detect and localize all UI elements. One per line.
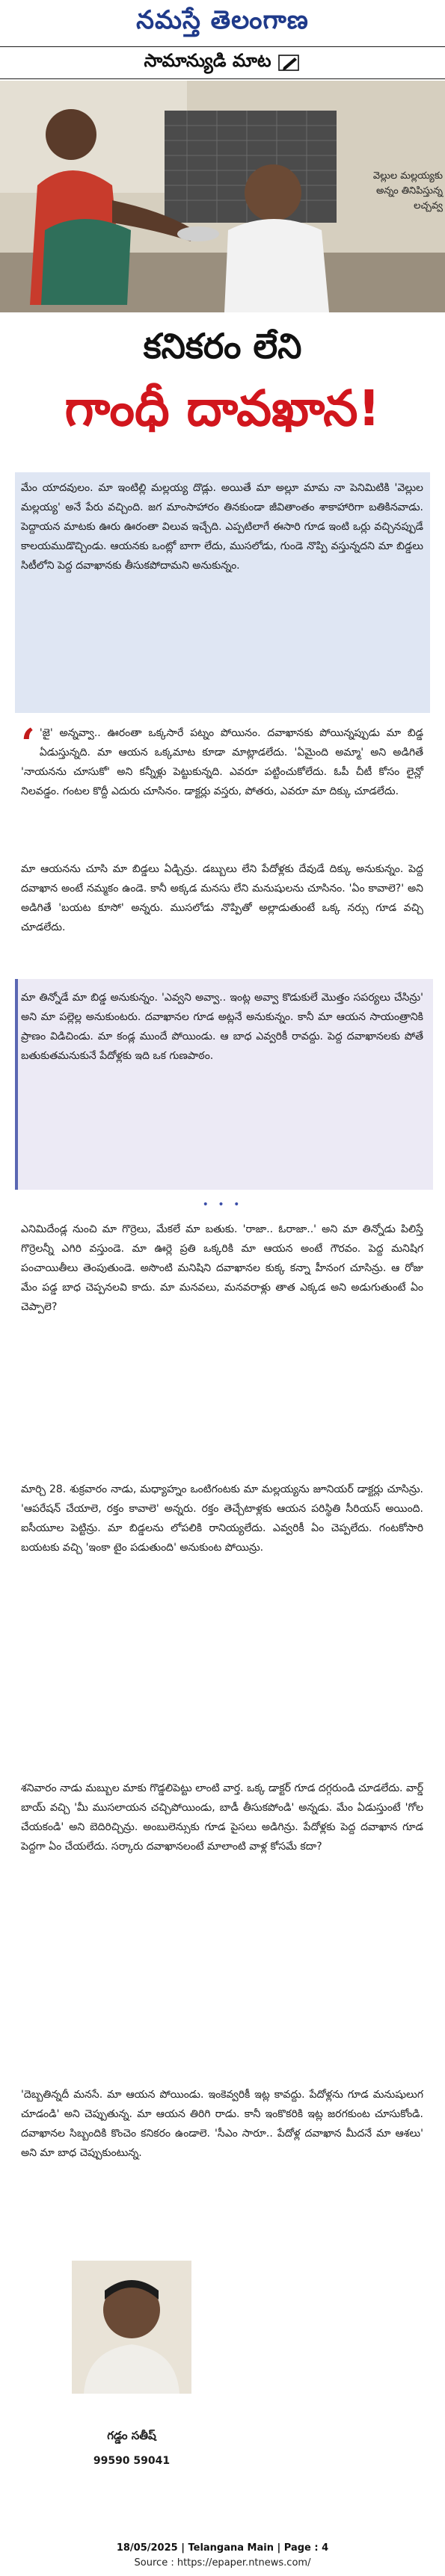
paragraph-5: శనివారం నాడు మబ్బుల మాకు గొడ్డలిపెట్టు లాంటి వార్త. ఒక్క డాక్టర్ గూడ దగ్గరుండి చూడలేదు. వార్డ్ బాయ్ వచ్చి 'మీ ముసలాయన చచ్చిపోయిండు, బాడీ తీసుకపోండి' అన్నడు. మేం ఏడుస్తుంటే 'గోల చేయకండి' అని బెదిరిచ్చిన్రు. అంబులెన్సుకు గూడ పైసలు అడిగిన్రు. పేదోళ్లకు పెద్ద దవాఖాన గూడ పెద్దగా ఏం చేయలేదు. సర్కారు దవాఖానలంటే మాలాంటి వాళ్ల కోసమే కదా?	[21, 1782, 423, 1853]
author-avatar	[72, 2261, 191, 2394]
pen-icon	[278, 54, 301, 72]
column-header	[0, 46, 445, 79]
footer-edition: 18/05/2025 | Telangana Main | Page : 4	[116, 2542, 329, 2554]
column-title: సామాన్యుడి మాట	[144, 50, 271, 71]
paragraph-3: ఎనిమిదేండ్ల నుంచి మా గొర్రెలు, మేకలే మా బతుకు. 'రాజా.. ఓరాజా..' అని మా తిన్నోడు పిలిస్తే గొర్రెలన్నీ ఎగిరి వస్తుండె. మా ఊర్లె ప్రతి ఒక్కరికి మా ఆయన అంటే గౌరవం. పెద్ద మనిషిగ పంచాయితీలు తెంపుతుండె. అసొంటి మనిషిని దవాఖానల కుక్క కన్నా హీనంగ చూసిన్రు. ఆ రోజు మేం పడ్డ బాధ చెప్పనలవి కాదు. మా మనవలు, మనవరాళ్లు తాత ఎక్కడ అని అడుగుతుంటే ఏం చెప్పాలె?	[21, 1223, 423, 1313]
author-phone: 99590 59041	[93, 2455, 171, 2467]
headline-line-2: గాంధీ దావఖాన!	[64, 380, 381, 437]
author-photo	[72, 2261, 191, 2394]
photo-caption-line: అన్నం తినిపిస్తున్న	[375, 185, 443, 197]
paragraph-1-wrap	[21, 720, 423, 801]
author-name: గడ్డం సతీష్	[107, 2429, 156, 2442]
photo-caption-line: లచ్చవ్వ	[414, 200, 443, 211]
masthead	[0, 0, 445, 46]
section-divider: • • •	[202, 1199, 243, 1211]
footer-source: Source : https://epaper.ntnews.com/	[134, 2557, 311, 2569]
article-photo	[0, 81, 445, 312]
paragraph-6: 'దెబ్బతిన్నదీ మనసే. మా ఆయన పోయిండు. ఇంకెవ్వరికీ ఇట్ల కావద్దు. పేదోళ్లను గూడ మనుషులుగ చూడండి' అని చెప్పుతున్న. మా ఆయన తిరిగి రాడు. కానీ ఇంకొకరికి ఇట్ల జరగకుంట చూసుకోండి. దవాఖానల సిబ్బందికి కొంచెం కనికరం ఉండాలె. 'సీఎం సారూ.. పేదోళ్ల దవాఖాన మీదనే మా ఆశలు' అని మా బాధ చెప్పుకుంటున్న.	[21, 2089, 423, 2159]
headline-line-1: కనికరం లేని	[143, 326, 302, 366]
masthead-title: నమస్తే తెలంగాణ	[136, 5, 309, 35]
photo-caption	[338, 169, 443, 214]
paragraph-4: మార్చి 28. శుక్రవారం నాడు, మధ్యాహ్నం ఒంటిగంటకు మా మల్లయ్యను జూనియర్ డాక్టర్లు చూసిన్రు. 'ఆపరేషన్ చేయాలె, రక్తం కావాలె' అన్నరు. రక్తం తెచ్చేటాళ్లకు ఆయన పరిస్థితి సీరియస్ అయింది. ఐసీయూల పెట్టిన్రు. మా బిడ్డలను లోపలికి రానియ్యలేదు. ఎవ్వరికీ ఏం చెప్పలేదు. గంటకోసారి బయటకు వచ్చి 'ఇంకా టైం పడుతుంది' అనుకుంట పోయిన్రు.	[21, 1483, 423, 1554]
quote-paragraph: మా తిన్నోడే మా బిడ్డ అనుకున్నం. 'ఎవ్వని అవ్వా.. ఇంట్ల అవ్వా కొడుకులే మొత్తం సపర్యలు చేసిన్రు' అని మా పల్లెల్ల అనుకుంటరు. దవాఖానల గూడ అట్లనే అనుకున్నం. కానీ మా ఆయన సాయంత్రానికి ప్రాణం విడిచిండు. మా కండ్ల ముందే పోయిండు. ఆ బాధ ఎవ్వరికీ రావద్దు. పెద్ద దవాఖానలకు పోతే బతుకుతమనుకునే పేదోళ్లకు ఇది ఒక గుణపాఠం.	[21, 992, 423, 1062]
photo-caption-line: వెల్లుల మల్లయ్యకు	[372, 170, 443, 182]
paragraph-1: 'జై' అన్నవ్వా.. ఊరంతా ఒక్కసారే పట్నం పోయినం. దవాఖానకు పోయిన్నప్పుడు మా బిడ్డ ఏడుస్తున్నది. మా ఆయన ఒక్కమాట కూడా మాట్లాడలేదు. 'ఏమైంది అమ్మా' అని అడిగితే 'నాయనను చూసుకో' అని కన్నీళ్లు పెట్టుకున్నది. ఎవరూ పట్టించుకోలేదు. ఓపీ చీటీ కోసం లైన్లో నిలవడ్డం. గంటల కొద్దీ ఎదురు చూసినం. డాక్టర్లు వస్తరు, పోతరు, ఎవరూ మా దిక్కు చూడలేదు.	[21, 727, 423, 797]
paragraph-2: మా ఆయనను చూసి మా బిడ్డలు ఏడ్చిన్రు. డబ్బులు లేని పేదోళ్లకు దేవుడే దిక్కు అనుకున్నం. పెద్ద దవాఖాన అంటే నమ్మకం ఉండె. కానీ అక్కడ మనసు లేని మనుషులను చూసినం. 'ఏం కావాలె?' అని అడిగితే 'బయట కూసో' అన్నరు. ముసలోడు నొప్పితో అల్లాడుతుంటే ఒక్క నర్సు గూడ వచ్చి చూడలేదు.	[21, 863, 423, 933]
intro-paragraph: మేం యాదవులం. మా ఇంటిల్లి మల్లయ్య దొడ్లు. అయితే మా అల్లూ మామ నా పెనిమిటికి 'వెల్లుల మల్లయ్య' అనే పేరు వచ్చింది. జగ మాంసాహారం తినకుండా జీవితాంతం శాకాహారిగా బతికినవాడు. పెద్దాయన మాటకు ఊరు ఊరంతా విలువ ఇచ్చేది. ఎప్పటిలాగే ఈసారి గూడ ఇంటి ఒర్లు వచ్చినప్పుడే కాలయముడొచ్చిండు. ఆయనకు ఒంట్లో బాగా లేదు, ముసలోడు, గుండె నొప్పి వస్తున్నదని మా బిడ్డలు సిటీలోని పెద్ద దవాఖానకు తీసుకపోదామని అనుకున్నం.	[21, 482, 423, 572]
drop-cap: ‘	[21, 720, 35, 767]
headline	[0, 321, 445, 471]
